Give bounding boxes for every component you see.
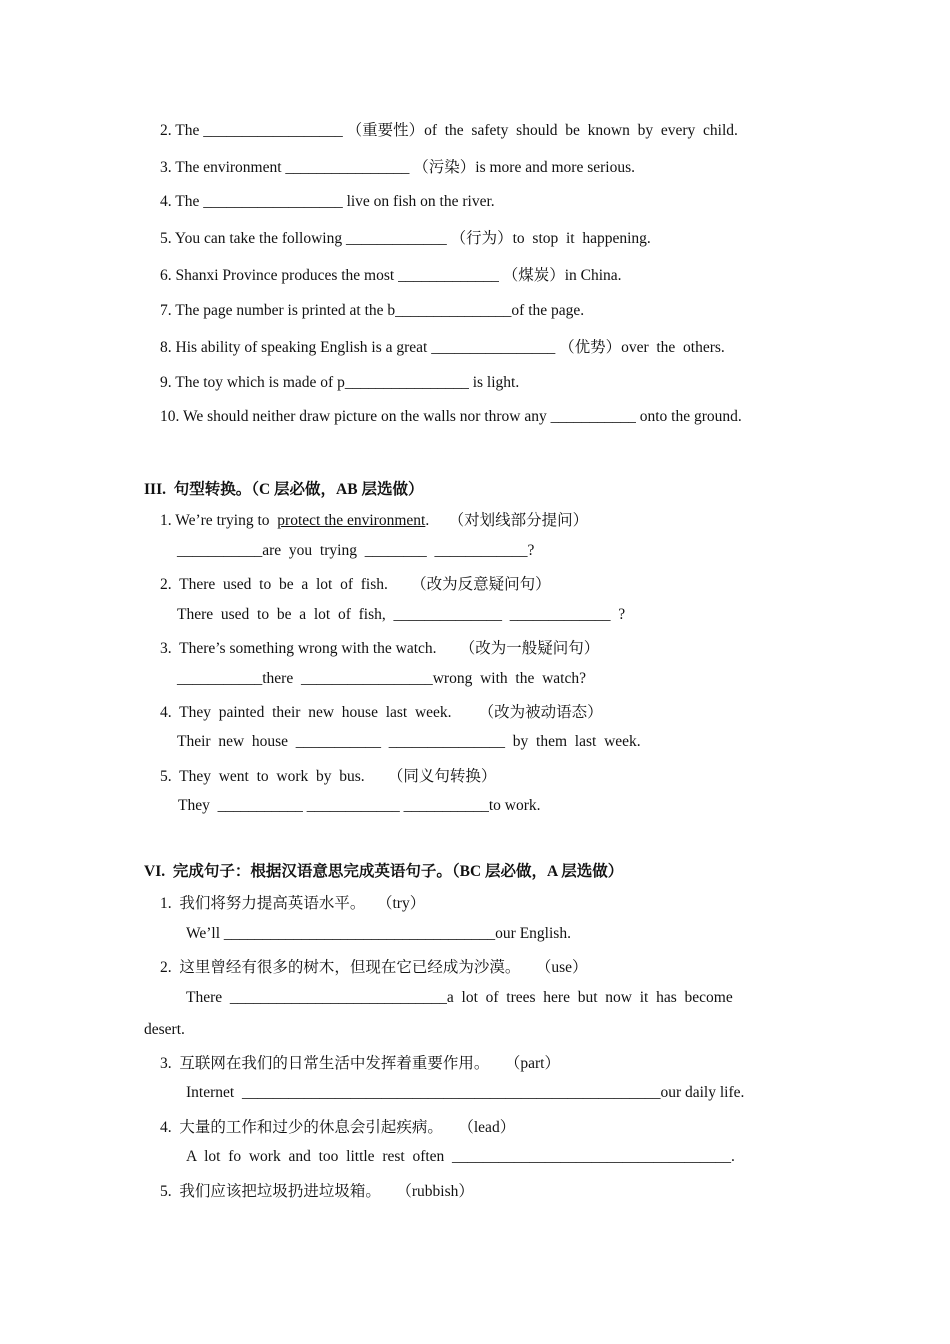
transform-question-5: 5. They went to work by bus. （同义句转换） bbox=[160, 768, 497, 785]
question-2: 2. The __________________ （重要性）of the safety should be known by every child. bbox=[160, 122, 738, 139]
section-heading-iii: III. 句型转换。（C 层必做，AB 层选做） bbox=[144, 481, 424, 498]
sentence-answer-3: Internet ______________________________________________________our daily life. bbox=[186, 1084, 745, 1101]
sentence-answer-2: There ____________________________a lot of trees here but now it has become bbox=[186, 989, 733, 1006]
question-3: 3. The environment ________________ （污染）is more and more serious. bbox=[160, 159, 635, 176]
transform-q1-instruction: . （对划线部分提问） bbox=[425, 512, 589, 529]
transform-question-1 bbox=[160, 511, 588, 531]
transform-q1-prefix: 1. We’re trying to bbox=[160, 512, 278, 529]
transform-answer-5: They ___________ ____________ ___________to work. bbox=[178, 797, 541, 814]
question-9: 9. The toy which is made of p________________ is light. bbox=[160, 374, 520, 391]
sentence-answer-1: We’ll ___________________________________our English. bbox=[186, 925, 571, 942]
question-4: 4. The __________________ live on fish on the river. bbox=[160, 193, 495, 210]
transform-question-4: 4. They painted their new house last week. （改为被动语态） bbox=[160, 704, 603, 721]
transform-answer-1: ___________are you trying ________ ____________? bbox=[177, 542, 535, 559]
sentence-answer-4: A lot fo work and too little rest often ____________________________________. bbox=[186, 1148, 735, 1165]
sentence-question-1: 1. 我们将努力提高英语水平。 （try） bbox=[160, 895, 426, 912]
transform-answer-2: There used to be a lot of fish, ______________ _____________ ? bbox=[177, 606, 626, 623]
transform-answer-4: Their new house ___________ _______________ by them last week. bbox=[177, 733, 641, 750]
question-5: 5. You can take the following _____________ （行为）to stop it happening. bbox=[160, 230, 651, 247]
sentence-answer-2-continued: desert. bbox=[144, 1021, 185, 1038]
transform-question-3: 3. There’s something wrong with the watch. （改为一般疑问句） bbox=[160, 640, 600, 657]
question-10: 10. We should neither draw picture on the walls nor throw any ___________ onto the ground. bbox=[160, 408, 742, 425]
question-7: 7. The page number is printed at the b_______________of the page. bbox=[160, 302, 585, 319]
sentence-question-3: 3. 互联网在我们的日常生活中发挥着重要作用。 （part） bbox=[160, 1055, 560, 1072]
transform-question-2: 2. There used to be a lot of fish. （改为反意疑问句） bbox=[160, 576, 551, 593]
section-heading-vi: VI. 完成句子：根据汉语意思完成英语句子。（BC 层必做，A 层选做） bbox=[144, 863, 624, 880]
question-6: 6. Shanxi Province produces the most _____________ （煤炭）in China. bbox=[160, 267, 622, 284]
sentence-question-2: 2. 这里曾经有很多的树木，但现在它已经成为沙漠。 （use） bbox=[160, 959, 588, 976]
sentence-question-4: 4. 大量的工作和过少的休息会引起疾病。 （lead） bbox=[160, 1119, 516, 1136]
underlined-phrase: protect the environment bbox=[277, 512, 426, 529]
question-8: 8. His ability of speaking English is a great ________________ （优势）over the others. bbox=[160, 339, 725, 356]
transform-answer-3: ___________there _________________wrong with the watch? bbox=[177, 670, 586, 687]
sentence-question-5: 5. 我们应该把垃圾扔进垃圾箱。 （rubbish） bbox=[160, 1183, 474, 1200]
